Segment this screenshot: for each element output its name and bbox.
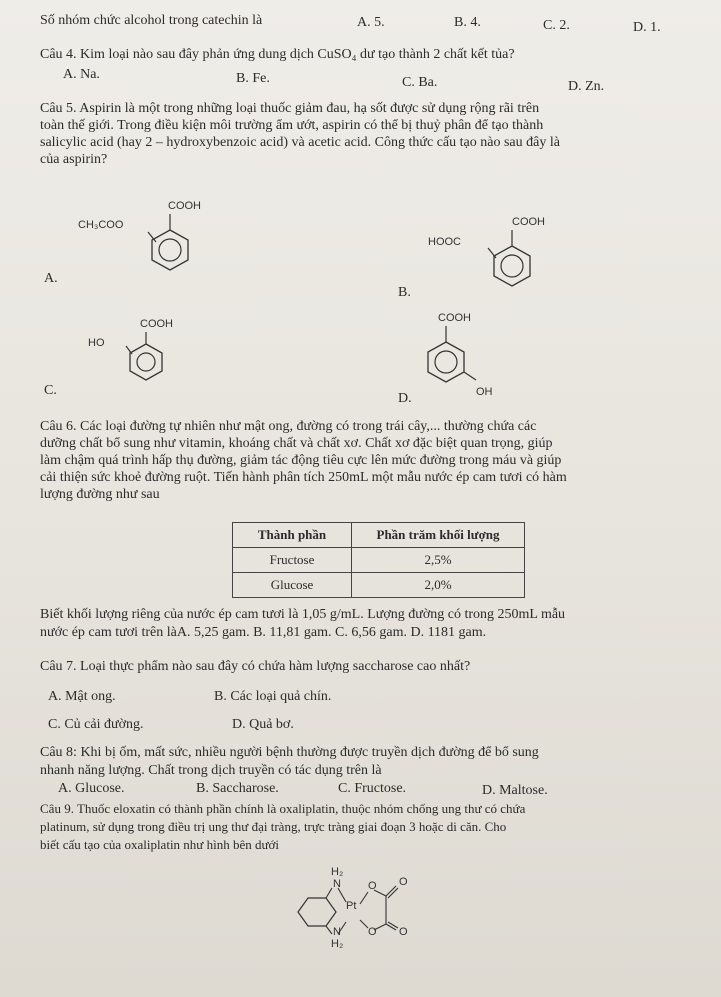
struct-d-top-label: COOH [438,312,471,324]
q9-line-3: biết cấu tạo của oxaliplatin như hình bên dưới [40,837,280,852]
oxali-n-bot: N [333,926,341,938]
q9-line-2: platinum, sử dụng trong điều trị ung thư đại tràng, trực tràng giai đoạn 3 hoặc di căn. Cho [40,819,507,834]
struct-a-top-label: COOH [168,200,201,212]
struct-b-top-label: COOH [512,216,545,228]
sugar-table [232,522,525,598]
q7-option-d: D. Quả bơ. [232,717,294,732]
table-row [233,548,525,573]
q5-line-4: của aspirin? [40,152,108,167]
q8-option-d: D. Maltose. [482,783,548,798]
struct-c-top-label: COOH [140,318,173,330]
q6-line-1: Câu 6. Các loại đường tự nhiên như mật ong, đường có trong trái cây,... thường chứa các [40,419,537,434]
table-row [233,573,525,598]
q8-option-c: C. Fructose. [338,781,407,796]
oxali-o-2: O [399,876,408,888]
table-header-row [233,523,525,548]
q9-line-1: Câu 9. Thuốc eloxatin có thành phần chính là oxaliplatin, thuộc nhóm chống ung thư có chứa [40,801,526,816]
q3-option-d: D. 1. [633,20,661,35]
struct-c-ring [116,328,176,398]
q7-text: Câu 7. Loại thực phẩm nào sau đây có chứa hàm lượng saccharose cao nhất? [40,659,471,674]
struct-a-side-label: CH₃COO [78,219,124,231]
q5-option-a: A. [44,271,58,286]
q7-option-a: A. Mật ong. [48,689,116,704]
q5-option-b: B. [398,285,411,300]
q4-option-a: A. Na. [63,67,100,82]
q5-line-3: salicylic acid (hay 2 – hydroxybenzoic acid) và acetic acid. Công thức cấu tạo nào sau đây là [40,135,560,150]
q4-text: Câu 4. Kim loại nào sau đây phản ứng dung dịch CuSO₄ dư tạo thành 2 chất kết tủa? [40,47,515,62]
q3-text: Số nhóm chức alcohol trong catechin là [40,13,263,28]
oxali-o-1: O [368,880,377,892]
table-header: Phần trăm khối lượng [352,523,525,548]
q6-line-3: làm chậm quá trình hấp thụ đường, giảm tác động tiêu cực lên mức đường trong máu và giúp [40,453,562,468]
q8-line-2: nhanh năng lượng. Chất trong dịch truyền có tác dụng trên là [40,763,382,778]
q6-line-2: dưỡng chất bổ sung như vitamin, khoáng chất và chất xơ. Chất xơ đặc biệt quan trọng, giúp [40,436,553,451]
table-cell: 2,0% [352,573,525,598]
q6-after-1: Biết khối lượng riêng của nước ép cam tươi là 1,05 g/mL. Lượng đường có trong 250mL mẫu [40,607,566,622]
oxaliplatin-structure [290,868,430,978]
struct-a-ring [140,210,200,280]
struct-d-side-label: OH [476,386,493,398]
q8-option-a: A. Glucose. [58,781,125,796]
q7-option-b: B. Các loại quả chín. [214,689,332,704]
oxali-n-top: N [333,878,341,890]
q3-option-c: C. 2. [543,18,570,33]
q6-line-4: cải thiện sức khoẻ đường ruột. Tiến hành phân tích 250mL một mẫu nước ép cam tươi có hàm [40,470,567,485]
q8-line-1: Câu 8: Khi bị ốm, mất sức, nhiều người bệnh thường được truyền dịch đường để bổ sung [40,745,539,760]
struct-c-side-label: HO [88,337,105,349]
q4-option-b: B. Fe. [236,71,270,86]
struct-d-ring [416,322,496,397]
q5-option-c: C. [44,383,57,398]
q5-line-2: toàn thế giới. Trong điều kiện môi trường ẩm ướt, aspirin có thể bị thuỷ phân để tạo thành [40,118,544,133]
q6-line-5: lượng đường như sau [40,487,160,502]
q4-option-c: C. Ba. [402,75,438,90]
oxali-h2-bot: H₂ [331,938,344,950]
q3-option-b: B. 4. [454,15,481,30]
table-cell: Glucose [233,573,352,598]
oxali-o-4: O [399,926,408,938]
q7-option-c: C. Củ cải đường. [48,717,144,732]
struct-b-ring [482,226,542,296]
table-cell: Fructose [233,548,352,573]
oxali-pt: Pt [346,900,357,912]
q8-option-b: B. Saccharose. [196,781,279,796]
table-cell: 2,5% [352,548,525,573]
q4-option-d: D. Zn. [568,79,605,94]
oxali-h2-top: H₂ [331,866,344,878]
table-header: Thành phần [233,523,352,548]
q3-option-a: A. 5. [357,15,385,30]
q5-option-d: D. [398,391,412,406]
q5-line-1: Câu 5. Aspirin là một trong những loại thuốc giảm đau, hạ sốt được sử dụng rộng rãi trên [40,101,540,116]
q6-after-2: nước ép cam tươi trên làA. 5,25 gam. B. 11,81 gam. C. 6,56 gam. D. 1181 gam. [40,625,487,640]
struct-b-side-label: HOOC [428,236,461,248]
oxali-o-3: O [368,926,377,938]
